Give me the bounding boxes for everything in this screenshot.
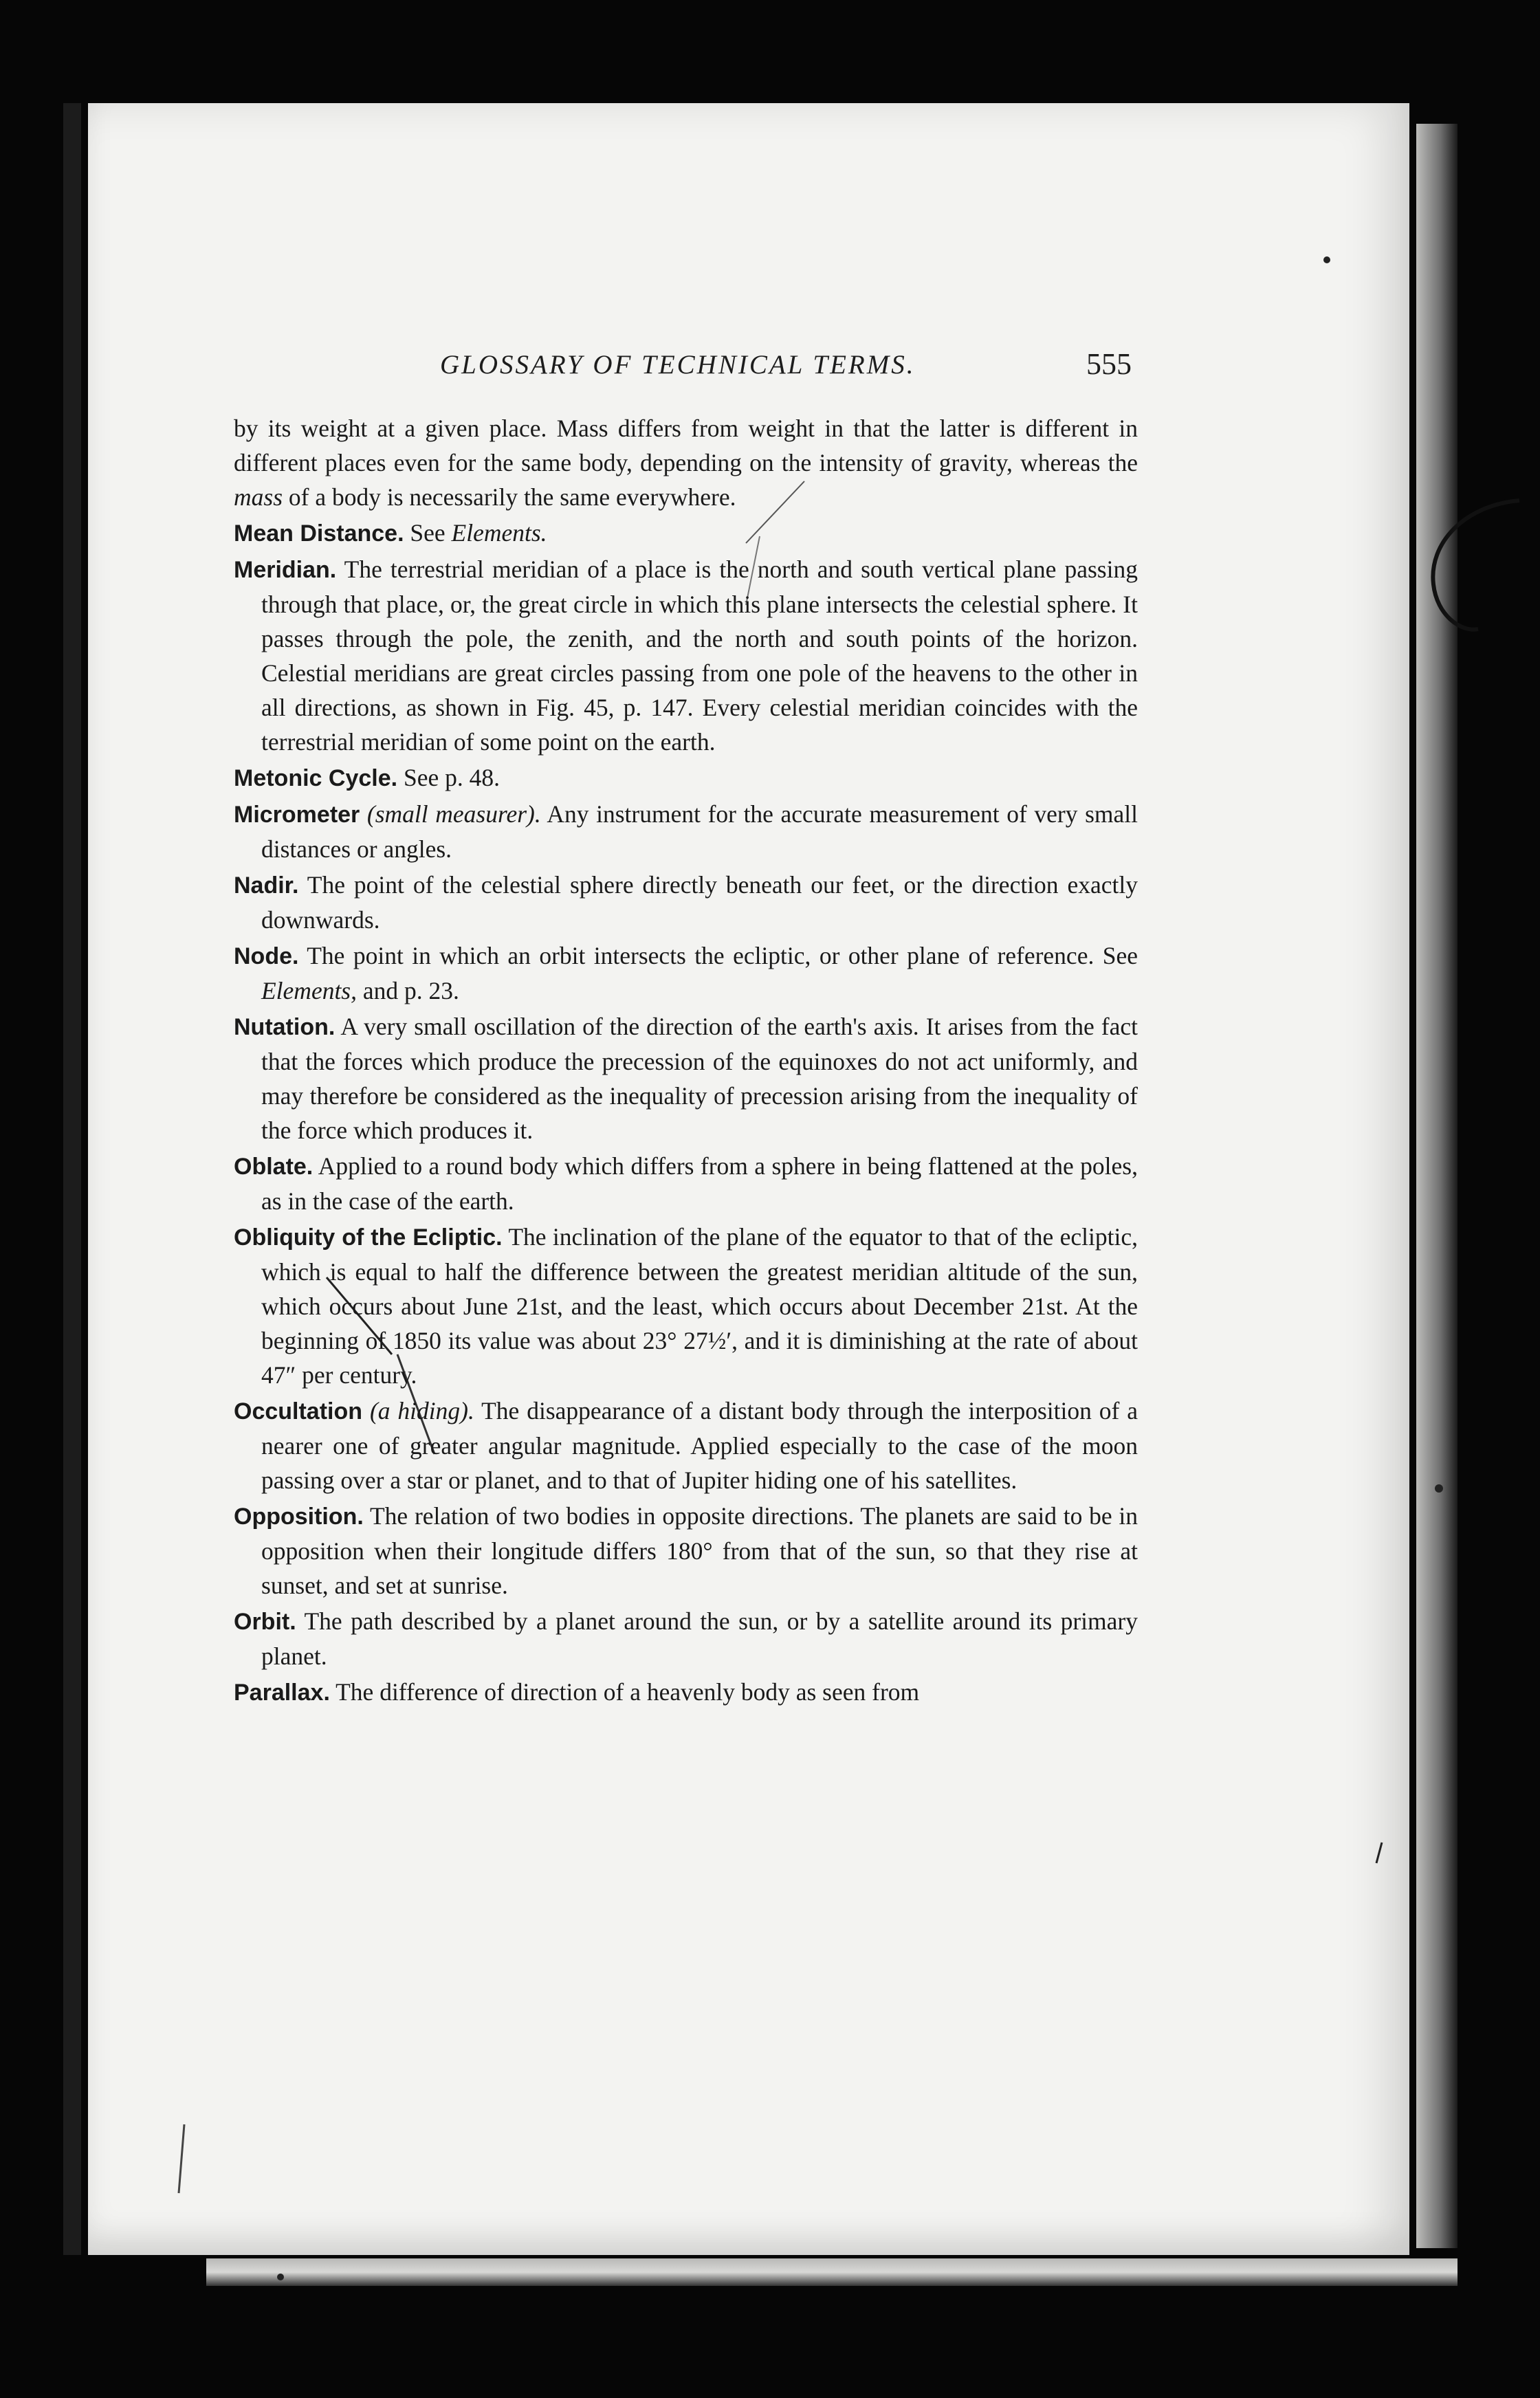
cross-reference: Elements. (451, 519, 547, 547)
entry-etymology: (a hiding). (369, 1397, 474, 1424)
continued-paragraph (234, 411, 1138, 514)
pencil-stroke-mark (179, 2124, 184, 2193)
entry-definition: The disappearance of a distant body through the interposition of a nearer one of greater angular magnitude. Applied especially to the case of the moon passing over a star or planet, and to that of Jupiter hiding one of his satellites. (261, 1397, 1138, 1494)
page-number: 555 (1086, 347, 1132, 381)
entry-definition: The inclination of the plane of the equator to that of the ecliptic, which is equal to half the difference between the greatest meridian altitude of the sun, which occurs about June 21st, and the least, which occurs about December 21st. At the beginning of 1850 its value was about 23° 27½′, and it is diminishing at the rate of about 47″ per century. (261, 1223, 1138, 1389)
entry-term: Node. (234, 943, 299, 969)
glossary-entry-opposition (234, 1499, 1138, 1603)
entry-term: Parallax. (234, 1680, 330, 1706)
glossary-entry-micrometer (234, 797, 1138, 866)
glossary-entry-nutation (234, 1009, 1138, 1147)
glossary-entry-obliquity (234, 1220, 1138, 1392)
glossary-entry-metonic-cycle (234, 760, 1138, 795)
running-header (0, 349, 1540, 397)
glossary-entry-meridian (234, 552, 1138, 759)
glossary-entry-orbit (234, 1604, 1138, 1673)
speck-mark (277, 2274, 284, 2280)
cross-reference: Elements, (261, 977, 358, 1004)
entry-definition: Applied to a round body which differs from a sphere in being flattened at the poles, as in the case of the earth. (261, 1152, 1138, 1215)
entry-etymology: (small measurer). (366, 800, 541, 828)
glossary-entry-mean-distance (234, 516, 1138, 551)
entry-definition: The point in which an orbit intersects the ecliptic, or other plane of reference. See (298, 942, 1138, 969)
glossary-entry-node (234, 938, 1138, 1008)
running-title: GLOSSARY OF TECHNICAL TERMS. (440, 350, 916, 380)
glossary-entry-parallax (234, 1675, 1138, 1710)
speck-mark (1435, 1484, 1443, 1493)
entry-term: Oblate. (234, 1154, 314, 1180)
entry-term: Mean Distance. (234, 520, 404, 547)
entry-term: Metonic Cycle. (234, 765, 398, 791)
entry-definition: The path described by a planet around the sun, or by a satellite around its primary planet. (261, 1607, 1138, 1670)
speck-mark (1323, 256, 1330, 263)
entry-term: Occultation (234, 1398, 363, 1424)
entry-term: Micrometer (234, 802, 360, 828)
entry-term: Meridian. (234, 557, 337, 583)
entry-term: Opposition. (234, 1504, 364, 1530)
pencil-bracket-mark (1433, 500, 1519, 630)
entry-definition: The point of the celestial sphere directly beneath our feet, or the direction exactly downwards. (261, 871, 1138, 934)
entry-definition: See (404, 519, 452, 547)
entry-term: Orbit. (234, 1609, 296, 1635)
continued-text: by its weight at a given place. Mass differs from weight in that the latter is different in different places even for the same body, depending on the intensity of gravity, whereas the (234, 415, 1138, 476)
glossary-text (234, 411, 1138, 1711)
entry-definition: The terrestrial meridian of a place is the north and south vertical plane passing through that place, or, the great circle in which this plane intersects the celestial sphere. It passes through the pole, the zenith, and the north and south points of the horizon. Celestial meridians are great circles passing from one pole of the heavens to the other in all directions, as shown in Fig. 45, p. 147. Every celestial meridian coincides with the terrestrial meridian of some point on the earth. (261, 556, 1138, 756)
entry-definition: A very small oscillation of the direction of the earth's axis. It arises from the fact that the forces which produce the precession of the equinoxes do not act uniformly, and may therefore be considered as the inequality of precession arising from the inequality of the force which produces it. (261, 1013, 1138, 1144)
entry-term: Nadir. (234, 872, 299, 899)
entry-definition: The relation of two bodies in opposite directions. The planets are said to be in opposition when their longitude differs 180° from that of the sun, so that they rise at sunset, and set at sunrise. (261, 1502, 1138, 1599)
entry-definition: Any instrument for the accurate measurement of very small distances or angles. (261, 800, 1138, 863)
entry-definition-tail: and p. 23. (357, 977, 459, 1004)
continued-text: of a body is necessarily the same everywhere. (283, 483, 736, 511)
entry-definition: The difference of direction of a heavenly body as seen from (329, 1678, 920, 1706)
speck-mark (1376, 1842, 1382, 1863)
glossary-entry-nadir (234, 868, 1138, 937)
glossary-entry-oblate (234, 1149, 1138, 1218)
glossary-entry-occultation (234, 1394, 1138, 1497)
entry-definition: See p. 48. (397, 764, 500, 791)
entry-term: Nutation. (234, 1014, 336, 1040)
italic-word: mass (234, 483, 283, 511)
entry-term: Obliquity of the Ecliptic. (234, 1224, 503, 1251)
